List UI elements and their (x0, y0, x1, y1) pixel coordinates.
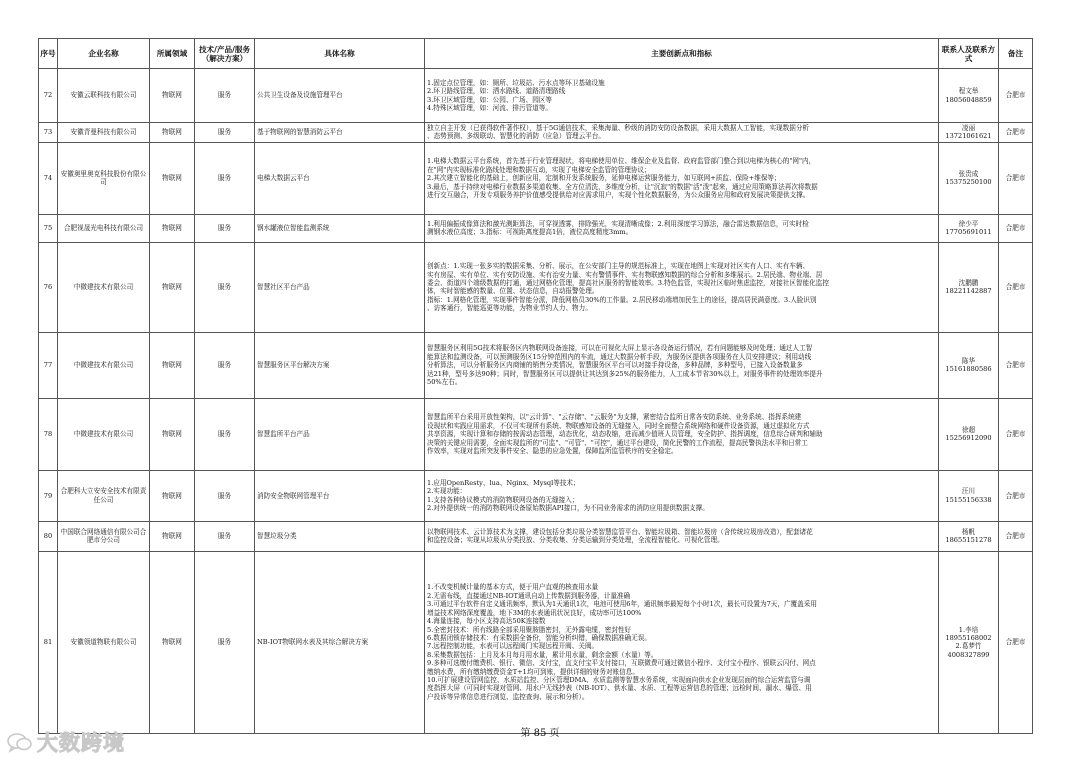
cell-field: 物联网 (150, 332, 195, 398)
contact-line: 15256912090 (945, 434, 992, 443)
innovation-line: 达21种，型号多达90种；同时，智慧服务区可以提供让其达到多25%的服务能力，人工成本节省30%以上，对服务事件的处理效率提升 (427, 369, 823, 378)
cell-contact (939, 69, 999, 123)
innovation-line: 独立自主开发（已获得软件著作权），基于5G通信技术，采集海量、秒级的消防安防设备数据，采用大数据人工智能，实现数据分析 (427, 124, 810, 132)
cell-innovation (425, 214, 939, 242)
cell-contact (939, 242, 999, 332)
watermark-text: 大数跨境 (37, 731, 125, 755)
cell-name: 钢水罐液位智能监测系统 (255, 214, 425, 242)
cell-contact (939, 398, 999, 470)
cell-type: 服务 (195, 123, 255, 143)
cell-name: 智慧社区平台产品 (255, 242, 425, 332)
table-container (38, 38, 1032, 734)
innovation-line: 度指挥大屏（可同时实现对管网、用水户无线抄表（NB-IOT）、供水量、水质、工程等运营信息的管理；远检时间、漏水、爆管、用 (427, 684, 812, 693)
contact-line: 18221142887 (945, 287, 992, 296)
cell-company: 安徽青曼科技有限公司 (58, 123, 150, 143)
innovation-line: 体，实时智能感的数量、位置、状态信息，自动报警处理。 (427, 287, 599, 296)
innovation-line: 创新点：1.实现一张多实的数据采集、分析、展示，在公安部门主导的规范标准上，实现在地图上实现对社区实有人口、实有车辆、 (427, 262, 810, 271)
table-row (39, 69, 1033, 123)
cell-name: 智慧服务区平台解决方案 (255, 332, 425, 398)
header-innovation: 主要创新点和指标 (425, 39, 939, 69)
cell-seq: 81 (39, 551, 58, 733)
innovation-line: 在"网"内实现标准化路线处理和数据互动，实现了电梯安全监管的管理协议； (427, 165, 651, 174)
header-name: 具体名称 (255, 39, 425, 69)
innovation-line: 5.全密封技术：所有线路全部采用聚胺脂密封，无外露电缆，密封性好 (427, 625, 632, 634)
contact-line: 18655151278 (945, 536, 992, 545)
contact-line: 15161880586 (945, 365, 992, 374)
innovation-line: 缴纳水费，所有缴纳缴费资金T+1均可到账，提供详细的财务对账信息。 (427, 667, 639, 676)
cell-name: 智慧监所平台产品 (255, 398, 425, 470)
cell-company: 安徽奥里奥克科技股份有限公司 (58, 142, 150, 214)
cell-note: 合肥市 (999, 398, 1033, 470)
innovation-line: 设现状和实践应用需求，不仅可实现所有系统、物联感知设备的无缝接入，同时全面整合系统网络和硬件设备资源，通过虚拟化方式 (427, 421, 810, 430)
cell-innovation (425, 69, 939, 123)
cell-innovation (425, 551, 939, 733)
innovation-line: 和监控设备；实现从垃圾从分类投放、分类收集、分类运输到分类处理，全流程智能化、可视化管理。 (427, 536, 724, 545)
cell-type: 服务 (195, 551, 255, 733)
cell-company: 中国联合网络通信有限公司合肥市分公司 (58, 521, 150, 551)
table-row (39, 551, 1033, 733)
header-seq: 序号 (39, 39, 58, 69)
cell-innovation (425, 470, 939, 521)
table-row (39, 142, 1033, 214)
cell-seq: 74 (39, 142, 58, 214)
cell-type: 服务 (195, 332, 255, 398)
cell-contact (939, 332, 999, 398)
cell-type: 服务 (195, 142, 255, 214)
contact-line: 陈华 (961, 356, 976, 365)
cell-name: 基于物联网的智慧消防云平台 (255, 123, 425, 143)
cell-seq: 77 (39, 332, 58, 398)
contact-line: 徐超 (961, 425, 976, 434)
cell-company: 安徽领道物联有限公司 (58, 551, 150, 733)
contact-line: 13721061621 (945, 132, 992, 141)
innovation-line: 决策的关键应用需要，全面实现监所的"可监"、"可管"、"可控"，通过平台建设，简化民警的工作流程，提高民警执法水平和日常工 (427, 438, 808, 447)
cell-field: 物联网 (150, 521, 195, 551)
header-contact: 联系人及联系方式 (939, 39, 999, 69)
table-body (39, 69, 1033, 734)
innovation-line: 2.环卫路线管理，如：洒水路线、道路清理路线 (427, 87, 566, 96)
innovation-line: 委会、街道四个端级数据的打通，通过网格化管理，提高社区服务的智能效率。3.特色监管，实现社区临时焦虑监控，对接社区智能化监控 (427, 278, 829, 287)
innovation-line: 2.实现功能： (427, 487, 467, 496)
cell-note: 合肥市 (999, 470, 1033, 521)
innovation-line: 、态势预测、多级联动、智慧化的消防（应急）管理云平台。 (427, 132, 606, 141)
cell-company: 中微建技术有限公司 (58, 242, 150, 332)
innovation-line: 3.可通过平台软件自定义通讯频率，默认为1天通讯1次，电池可使用6年，通讯频率最短每个小时1次，最长可设置为7天，广覆盖采用 (427, 600, 817, 609)
innovation-line: 2.其次建立智能化的基础上，创新应用，定制和开发系统服务，延伸电梯运营服务能力，如互联网+质监、保险+维保等； (427, 174, 781, 183)
cell-name: NB-IOT物联网水表及其综合解决方案 (255, 551, 425, 733)
cell-seq: 78 (39, 398, 58, 470)
innovation-line: 实有房屋、实有单位、实有安防设施、实有治安力量、实有警情事件、实有物联感知数据的综合分析和多维展示。2.居民端、物业端、居 (427, 270, 823, 279)
cell-innovation (425, 142, 939, 214)
contact-line: 1.李培 (958, 625, 979, 634)
innovation-line: 智慧服务区利用5G技术将服务区内物联网设备连接，可以在可视化大屏上显示各设备运行情况，若有问题能够及时处理；通过人工智 (427, 344, 813, 353)
table-row (39, 123, 1033, 143)
contact-line: 沈鹏鹏 (958, 278, 979, 287)
innovation-line: 分析算法，可以分析服务区内商铺的销售分类情况，智慧服务区平台可以对接手持设备，多种品牌，多种型号，已接入设备数量多 (427, 361, 803, 370)
contact-line: 程文举 (958, 87, 979, 96)
contact-line: 18056048859 (945, 95, 992, 104)
cell-field: 物联网 (150, 142, 195, 214)
contact-line: 徐少平 (958, 219, 979, 228)
cell-note: 合肥市 (999, 242, 1033, 332)
cell-name: 电梯大数据云平台 (255, 142, 425, 214)
innovation-line: 指标：1.网格化管理，实现事件智能分派，降低网格员30%的工作量。2.居民移动端增加民生上的途径，提高居民满意度。3.人脸识别 (427, 295, 817, 304)
innovation-line: 2.对外提供统一的消防物联网设备原始数据API接口，为不同业务需求的消防应用提供数据支撑。 (427, 504, 709, 513)
cell-innovation (425, 332, 939, 398)
table-row (39, 242, 1033, 332)
cell-seq: 76 (39, 242, 58, 332)
watermark (6, 727, 125, 757)
cell-name: 智慧垃圾分类 (255, 521, 425, 551)
cell-note: 合肥市 (999, 551, 1033, 733)
innovation-line: 8.采集数据包括：上月及本月每月用水量，累计用水量，剩余金额（水量）等。 (427, 650, 658, 659)
cell-innovation (425, 398, 939, 470)
contact-line: 4008327899 (947, 650, 990, 659)
cell-innovation (425, 521, 939, 551)
innovation-line: 10.可扩展建设管网监控、水质站监控、分区管理DMA、水质监测等智慧水务系统，实现面向供水企业发现层面的综合运营监管与调 (427, 675, 811, 684)
cell-seq: 75 (39, 214, 58, 242)
innovation-line: 能算法和监测设备，可以预测服务区15分钟范围内的车流，通过大数据分析手段，为服务区提供各项服务在人员安排建议；利用动线 (427, 352, 812, 361)
enterprise-table (38, 38, 1033, 734)
innovation-line: 1.利用偏振成像算法和激光测距算法，可穿视透雾，排除强光，实现清晰成像；2.利用深度学习算法，融合雷达数据信息，可实时检 (427, 219, 809, 228)
cell-innovation (425, 123, 939, 143)
contact-line: 17705691011 (945, 228, 992, 237)
cell-field: 物联网 (150, 551, 195, 733)
cell-company: 中微建技术有限公司 (58, 398, 150, 470)
contact-line: 15155156338 (945, 495, 992, 504)
cell-type: 服务 (195, 242, 255, 332)
cell-field: 物联网 (150, 398, 195, 470)
innovation-line: 、访客通行，智能巡更等功能，为物业节约人力、物力。 (427, 304, 592, 313)
table-row (39, 521, 1033, 551)
cell-contact (939, 123, 999, 143)
innovation-line: 1.固定点位管理，如：厕所、垃圾站、污水点等环卫基础设施 (427, 78, 605, 87)
innovation-line: 户投诉等异常信息进行浏览、监控查询、展示和分析）。 (427, 692, 589, 701)
header-field: 所属领域 (150, 39, 195, 69)
cell-field: 物联网 (150, 470, 195, 521)
cell-type: 服务 (195, 398, 255, 470)
cell-contact (939, 214, 999, 242)
cell-note: 合肥市 (999, 123, 1033, 143)
innovation-line: 3.环卫区域管理，如：公园、广场、园区等 (427, 95, 552, 104)
table-row (39, 214, 1033, 242)
cell-field: 物联网 (150, 123, 195, 143)
cell-company: 中微建技术有限公司 (58, 332, 150, 398)
cell-contact (939, 142, 999, 214)
innovation-line: 测钢水液位高度；3.指标：可视距离度提高1倍，液位高度精度3mm。 (427, 228, 633, 237)
table-row (39, 398, 1033, 470)
contact-line: 杨帆 (961, 527, 976, 536)
header-type: 技术/产品/服务（解决方案） (195, 39, 255, 69)
cell-field: 物联网 (150, 242, 195, 332)
innovation-line: 4.海量连接，每小区支持高达50K连接数 (427, 617, 546, 626)
contact-line: 2.葛梦竹 (955, 642, 982, 651)
contact-line: 凌丽 (961, 124, 976, 132)
innovation-line: 1.电梯大数据云平台系统，首先基于行业管理现状，将电梯使用单位、维保企业及监督、政府监管部门整合到以电梯为核心的"网"内， (427, 157, 816, 166)
table-header-row (39, 39, 1033, 69)
innovation-line: 4.特殊区域管理，如：河流、排污管道等。 (427, 103, 552, 112)
cell-field: 物联网 (150, 69, 195, 123)
cell-contact (939, 521, 999, 551)
innovation-line: 2.无需布线，直接通过NB-IOT通讯自动上传数据到服务器，计量准确 (427, 591, 631, 600)
innovation-line: 智慧监所平台采用开放性架构，以"云计算"、"云存储"、"云服务"为支撑，紧密结合监所日常各安防系统、业务系统、指挥系统建 (427, 413, 802, 422)
cell-type: 服务 (195, 470, 255, 521)
innovation-line: 3.最后，基于持续对电梯行业数据多渠道收集、全方位清洗，多维度分析，让"沉寂"的数据"活"泼"起来，通过应用策略算法再次将数据 (427, 182, 818, 191)
cell-name: 公共卫生设备及设施管理平台 (255, 69, 425, 123)
page-number: 第 85 页 (520, 728, 560, 739)
cell-type: 服务 (195, 214, 255, 242)
cell-company: 合肥视晟光电科技有限公司 (58, 214, 150, 242)
innovation-line: 共享资源，实现计算和存储的按需动态管理，动态优化，动态收缩，进而减少值班人员管理，安全防护、指挥调度，信息综合研判和辅助 (427, 430, 823, 439)
table-row (39, 332, 1033, 398)
cell-note: 合肥市 (999, 332, 1033, 398)
cell-note: 合肥市 (999, 69, 1033, 123)
header-note: 备注 (999, 39, 1033, 69)
wechat-bubble-logo-icon (6, 731, 34, 753)
innovation-line: 1.支持各种协议模式的消防物联网设备的无缝接入； (427, 495, 579, 504)
innovation-line: 50%左右。 (427, 377, 462, 386)
cell-contact (939, 551, 999, 733)
header-company: 企业名称 (58, 39, 150, 69)
innovation-line: 1.不改变机械计量的基本方式，便于用户直观的核查用水量 (427, 583, 599, 592)
cell-seq: 72 (39, 69, 58, 123)
innovation-line: 6.数据闭锁存储技术：有采数据全备份，智能分析纠错，确保数据准确无误。 (427, 633, 651, 642)
contact-line: 汪川 (961, 487, 976, 496)
cell-type: 服务 (195, 521, 255, 551)
cell-company: 合肥科大立安安全技术有限责任公司 (58, 470, 150, 521)
innovation-line: 进行交互融合，开发专项服务养护价值感受提供给对应需求用户，实现个性化数据服务，为公众服务应用和政府发展决策提供支撑。 (427, 190, 810, 199)
cell-field: 物联网 (150, 214, 195, 242)
contact-line: 18955168002 (945, 633, 992, 642)
cell-contact (939, 470, 999, 521)
cell-name: 消防安全物联网管理平台 (255, 470, 425, 521)
cell-innovation (425, 242, 939, 332)
cell-type: 服务 (195, 69, 255, 123)
innovation-line: 1.应用OpenResty、lua、Nginx、Mysql等技术； (427, 479, 580, 487)
cell-note: 合肥市 (999, 142, 1033, 214)
cell-note: 合肥市 (999, 214, 1033, 242)
innovation-line: 增益技术网络深度覆盖，地下3M的水表通讯状况良好，成功率可达100% (427, 608, 642, 617)
contact-line: 张贵成 (958, 169, 979, 178)
cell-company: 安徽云联科技有限公司 (58, 69, 150, 123)
cell-seq: 80 (39, 521, 58, 551)
cell-note: 合肥市 (999, 521, 1033, 551)
cell-seq: 79 (39, 470, 58, 521)
innovation-line: 以物联网技术、云计算技术为支撑，建设包括分类垃圾分类智慧监管平台、智能垃圾箱、智能垃圾房（含传统垃圾房改造），配套诸花 (427, 527, 813, 536)
contact-line: 15375250100 (945, 178, 992, 187)
cell-seq: 73 (39, 123, 58, 143)
table-row (39, 470, 1033, 521)
innovation-line: 作效率，实现对监所突发事件安全、隐患的应急处置，保障监所监管秩序的安全稳定。 (427, 446, 678, 455)
innovation-line: 9.多种可选缴付缴费机、银行、微信、支付宝，直支付宝平支付接口，互联微费可通过微信小程序、支付宝小程序、银联云闪付、网点 (427, 659, 816, 668)
innovation-line: 7.远程控制功能，水表可以远程阀门实现远程开阀、关阀。 (427, 642, 599, 651)
